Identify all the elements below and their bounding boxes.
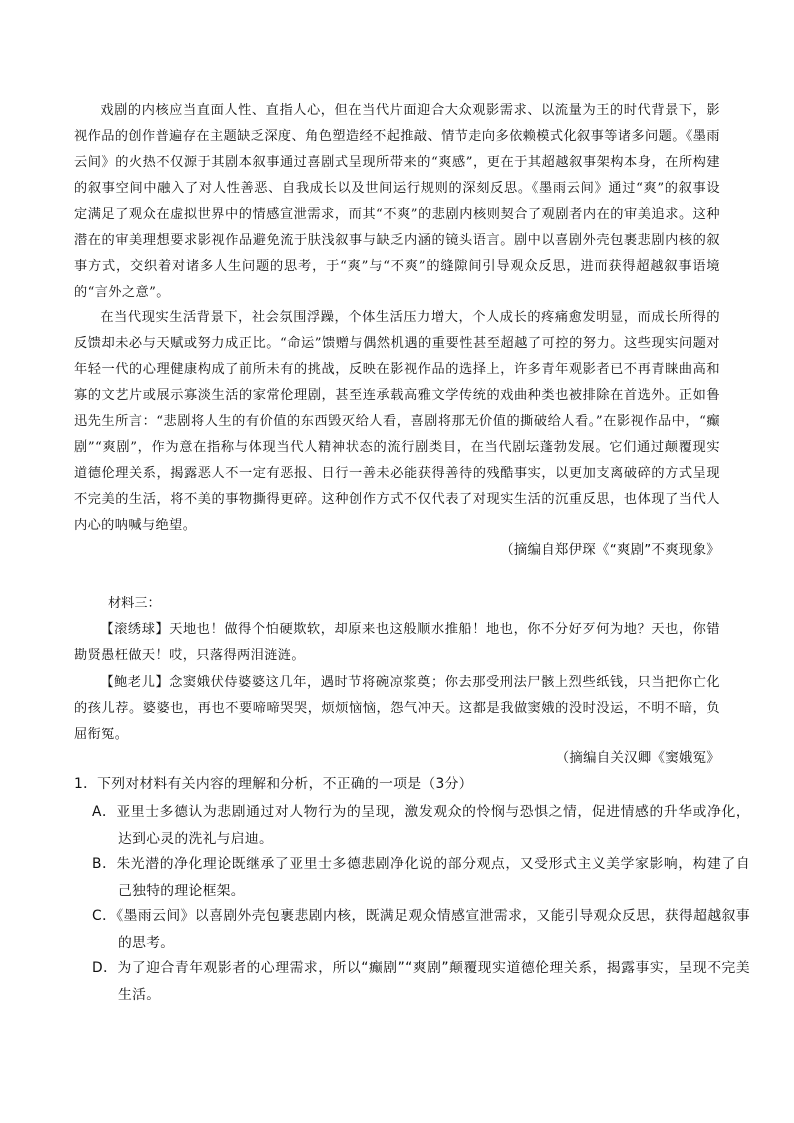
passage3-paragraph-2: 【鲍老儿】念窦娥伏侍婆婆这几年，遇时节将碗凉浆奠；你去那受刑法尸骸上烈些纸钱，只当把你亡化的孩儿荐。婆婆也，再也不要啼啼哭哭，烦烦恼恼，怨气冲天。这都是我做窦娥的没时没运，不明不暗，负屈衔冤。 — [74, 675, 720, 742]
option-b: B．朱光潜的净化理论既继承了亚里士多德悲剧净化说的部分观点，又受形式主义美学家影响，构建了自己独特的理论框架。 — [92, 856, 750, 899]
passage2-paragraph-1: 戏剧的内核应当直面人性、直指人心，但在当代片面迎合大众观影需求、以流量为王的时代背景下，影视作品的创作普遍存在主题缺乏深度、角色塑造经不起推敲、情节走向多依赖模式化叙事等诸多问题。《墨雨云间》的火热不仅源于其剧本叙事通过喜剧式呈现所带来的“爽感”，更在于其超越叙事架构本身，在所构建的叙事空间中融入了对人性善恶、自我成长以及世间运行规则的深刻反思。《墨雨云间》通过“爽”的叙事设定满足了观众在虚拟世界中的情感宣泄需求，而其“不爽”的悲剧内核则契合了观剧者内在的审美追求。这种潜在的审美理想要求影视作品避免流于肤浅叙事与缺乏内涵的镜头语言。剧中以喜剧外壳包裹悲剧内核的叙事方式，交织着对诸多人生问题的思考，于“爽”与“不爽”的缝隙间引导观众反思，进而获得超越叙事语境的“言外之意”。 — [74, 103, 720, 300]
passage3-source: （摘编自关汉卿《窦娥冤》 — [555, 750, 720, 766]
passage2-source: （摘编自郑伊琛《“爽剧”不爽现象》 — [500, 542, 720, 558]
material-three-label: 材料三： — [108, 596, 161, 611]
question-stem: 1．下列对材料有关内容的理解和分析，不正确的一项是（3分） — [74, 776, 473, 792]
option-d: D．为了迎合青年观影者的心理需求，所以“癫剧”“爽剧”颠覆现实道德伦理关系，揭露事实，呈现不完美生活。 — [92, 960, 750, 1003]
passage3-paragraph-1: 【滚绣球】天地也！做得个怕硬欺软，却原来也这般顺水推船！地也，你不分好歹何为地？天也，你错勘贤愚枉做天！哎，只落得两泪涟涟。 — [74, 622, 720, 663]
option-c: C．《墨雨云间》以喜剧外壳包裹悲剧内核，既满足观众情感宣泄需求，又能引导观众反思，获得超越叙事的思考。 — [92, 908, 750, 951]
option-a: A．亚里士多德认为悲剧通过对人物行为的呈现，激发观众的怜悯与恐惧之情，促进情感的升华或净化，达到心灵的洗礼与启迪。 — [92, 804, 750, 847]
passage2-paragraph-2: 在当代现实生活背景下，社会氛围浮躁，个体生活压力增大，个人成长的疼痛愈发明显，而成长所得的反馈却未必与天赋或努力成正比。“命运”馈赠与偶然机遇的重要性甚至超越了可控的努力。这些现实问题对年轻一代的心理健康构成了前所未有的挑战，反映在影视作品的选择上，许多青年观影者已不再青睐曲高和寡的文艺片或展示寡淡生活的家常伦理剧，甚至连承载高雅文学传统的戏曲种类也被排除在首选外。正如鲁迅先生所言：“悲剧将人生的有价值的东西毁灭给人看，喜剧将那无价值的撕破给人看。”在影视作品中，“癫剧”“爽剧”，作为意在指称与体现当代人精神状态的流行剧类目，在当代剧坛蓬勃发展。它们通过颠覆现实道德伦理关系，揭露恶人不一定有恶报、日行一善未必能获得善待的残酷事实，以更加支离破碎的方式呈现不完美的生活，将不美的事物撕得更碎。这种创作方式不仅代表了对现实生活的沉重反思，也体现了当代人内心的呐喊与绝望。 — [74, 310, 720, 533]
